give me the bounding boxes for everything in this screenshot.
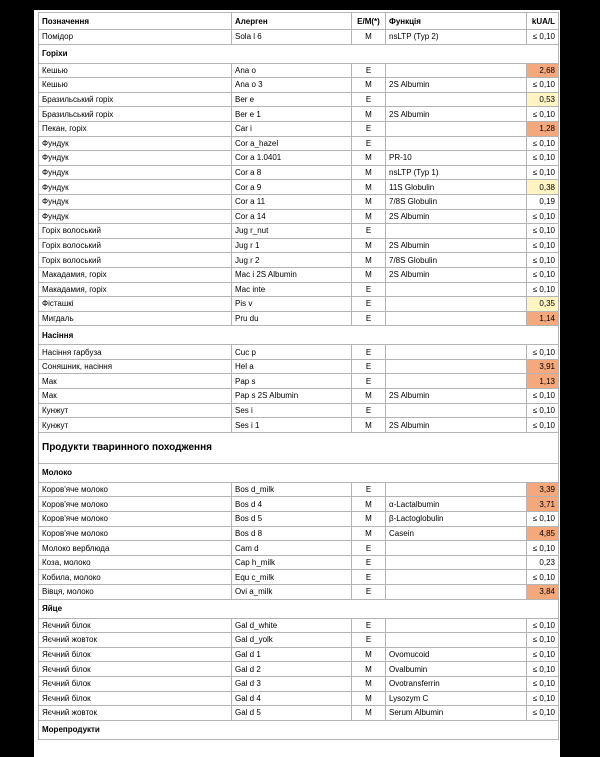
allergen-name-cell: Яєчний білок	[39, 662, 232, 677]
em-type-cell: E	[352, 63, 386, 78]
em-type-cell: E	[352, 92, 386, 107]
function-cell	[386, 541, 527, 556]
allergen-name-cell: Мак	[39, 374, 232, 389]
function-cell	[386, 63, 527, 78]
allergen-table	[38, 12, 559, 740]
allergen-name-cell: Кунжут	[39, 403, 232, 418]
table-row	[39, 253, 559, 268]
table-row	[39, 238, 559, 253]
em-type-cell: E	[352, 482, 386, 497]
table-row	[39, 345, 559, 360]
allergen-name-cell: Фундук	[39, 165, 232, 180]
function-cell: Casein	[386, 526, 527, 541]
kua-value-cell: ≤ 0,10	[527, 151, 559, 166]
function-cell	[386, 311, 527, 326]
table-row	[39, 633, 559, 648]
allergen-name-cell: Мигдаль	[39, 311, 232, 326]
section-title: Молоко	[39, 463, 559, 482]
allergen-code-cell: Pap s	[232, 374, 352, 389]
table-row	[39, 194, 559, 209]
kua-value-cell: ≤ 0,10	[527, 541, 559, 556]
em-type-cell: E	[352, 311, 386, 326]
allergen-code-cell: Sola l 6	[232, 30, 352, 45]
allergen-code-cell: Gal d 1	[232, 647, 352, 662]
report-page	[34, 10, 560, 757]
kua-value-cell: ≤ 0,10	[527, 165, 559, 180]
table-row	[39, 92, 559, 107]
allergen-name-cell: Помідор	[39, 30, 232, 45]
allergen-code-cell: Pru du	[232, 311, 352, 326]
kua-value-cell: ≤ 0,10	[527, 633, 559, 648]
em-type-cell: E	[352, 570, 386, 585]
allergen-name-cell: Вівця, молоко	[39, 585, 232, 600]
kua-value-cell: 3,91	[527, 359, 559, 374]
allergen-name-cell: Фундук	[39, 209, 232, 224]
table-row	[39, 151, 559, 166]
em-type-cell: M	[352, 647, 386, 662]
kua-value-cell: 1,14	[527, 311, 559, 326]
table-row	[39, 180, 559, 195]
em-type-cell: M	[352, 209, 386, 224]
function-cell	[386, 121, 527, 136]
allergen-name-cell: Горіх волоський	[39, 224, 232, 239]
header-em: E/M(*)	[352, 13, 386, 30]
table-row	[39, 311, 559, 326]
table-row	[39, 374, 559, 389]
allergen-code-cell: Gal d 3	[232, 676, 352, 691]
function-cell: 2S Albumin	[386, 267, 527, 282]
em-type-cell: M	[352, 706, 386, 721]
allergen-code-cell: Cam d	[232, 541, 352, 556]
function-cell	[386, 618, 527, 633]
allergen-code-cell: Bos d_milk	[232, 482, 352, 497]
function-cell: 2S Albumin	[386, 389, 527, 404]
kua-value-cell: ≤ 0,10	[527, 238, 559, 253]
allergen-code-cell: Cap h_milk	[232, 555, 352, 570]
function-cell	[386, 282, 527, 297]
allergen-code-cell: Cor a 1.0401	[232, 151, 352, 166]
function-cell: Ovotransferrin	[386, 676, 527, 691]
function-cell: Lysozym C	[386, 691, 527, 706]
function-cell: β-Lactoglobulin	[386, 512, 527, 527]
function-cell	[386, 570, 527, 585]
kua-value-cell: 3,84	[527, 585, 559, 600]
table-row	[39, 512, 559, 527]
kua-value-cell: ≤ 0,10	[527, 107, 559, 122]
category-heading-row	[39, 432, 559, 463]
allergen-code-cell: Gal d_white	[232, 618, 352, 633]
table-row	[39, 30, 559, 45]
allergen-code-cell: Pap s 2S Albumin	[232, 389, 352, 404]
table-row	[39, 497, 559, 512]
function-cell: 2S Albumin	[386, 209, 527, 224]
allergen-code-cell: Bos d 8	[232, 526, 352, 541]
allergen-code-cell: Jug r 1	[232, 238, 352, 253]
allergen-name-cell: Бразильський горіх	[39, 107, 232, 122]
function-cell: 2S Albumin	[386, 418, 527, 433]
allergen-name-cell: Мак	[39, 389, 232, 404]
kua-value-cell: ≤ 0,10	[527, 345, 559, 360]
function-cell	[386, 585, 527, 600]
header-designation: Позначення	[39, 13, 232, 30]
allergen-code-cell: Ana o	[232, 63, 352, 78]
function-cell	[386, 359, 527, 374]
section-title: Горіхи	[39, 44, 559, 63]
allergen-code-cell: Car i	[232, 121, 352, 136]
table-row	[39, 282, 559, 297]
section-title: Насіння	[39, 326, 559, 345]
table-row	[39, 662, 559, 677]
table-row	[39, 676, 559, 691]
allergen-code-cell: Gal d_yolk	[232, 633, 352, 648]
kua-value-cell: ≤ 0,10	[527, 647, 559, 662]
function-cell: 7/8S Globulin	[386, 253, 527, 268]
table-row	[39, 121, 559, 136]
allergen-name-cell: Макадамия, горіх	[39, 282, 232, 297]
em-type-cell: M	[352, 78, 386, 93]
em-type-cell: M	[352, 238, 386, 253]
function-cell	[386, 345, 527, 360]
em-type-cell: E	[352, 555, 386, 570]
em-type-cell: M	[352, 676, 386, 691]
allergen-name-cell: Коров'яче молоко	[39, 512, 232, 527]
allergen-code-cell: Bos d 4	[232, 497, 352, 512]
allergen-name-cell: Бразильський горіх	[39, 92, 232, 107]
em-type-cell: E	[352, 345, 386, 360]
function-cell: 2S Albumin	[386, 238, 527, 253]
allergen-code-cell: Ber e 1	[232, 107, 352, 122]
function-cell: PR-10	[386, 151, 527, 166]
allergen-name-cell: Горіх волоський	[39, 238, 232, 253]
header-function: Функція	[386, 13, 527, 30]
kua-value-cell: 0,35	[527, 297, 559, 312]
header-kua: kUA/L	[527, 13, 559, 30]
function-cell	[386, 555, 527, 570]
em-type-cell: E	[352, 359, 386, 374]
allergen-name-cell: Коров'яче молоко	[39, 497, 232, 512]
em-type-cell: M	[352, 151, 386, 166]
kua-value-cell: ≤ 0,10	[527, 570, 559, 585]
allergen-name-cell: Коров'яче молоко	[39, 482, 232, 497]
em-type-cell: M	[352, 180, 386, 195]
em-type-cell: M	[352, 30, 386, 45]
table-row	[39, 482, 559, 497]
section-heading-row	[39, 326, 559, 345]
table-row	[39, 403, 559, 418]
em-type-cell: E	[352, 541, 386, 556]
function-cell	[386, 374, 527, 389]
em-type-cell: M	[352, 194, 386, 209]
kua-value-cell: 1,13	[527, 374, 559, 389]
allergen-code-cell: Ses i	[232, 403, 352, 418]
allergen-code-cell: Ana o 3	[232, 78, 352, 93]
table-row	[39, 78, 559, 93]
allergen-name-cell: Фундук	[39, 136, 232, 151]
section-heading-row	[39, 463, 559, 482]
function-cell: 2S Albumin	[386, 78, 527, 93]
section-title: Морепродукти	[39, 720, 559, 739]
allergen-name-cell: Фундук	[39, 194, 232, 209]
table-row	[39, 541, 559, 556]
table-row	[39, 209, 559, 224]
section-title: Продукти тваринного походження	[39, 432, 559, 463]
table-body	[39, 30, 559, 740]
allergen-code-cell: Mac i 2S Albumin	[232, 267, 352, 282]
allergen-name-cell: Яєчний білок	[39, 618, 232, 633]
allergen-code-cell: Cor a_hazel	[232, 136, 352, 151]
allergen-name-cell: Яєчний білок	[39, 676, 232, 691]
em-type-cell: M	[352, 497, 386, 512]
kua-value-cell: ≤ 0,10	[527, 253, 559, 268]
allergen-name-cell: Насіння гарбуза	[39, 345, 232, 360]
em-type-cell: M	[352, 165, 386, 180]
em-type-cell: E	[352, 224, 386, 239]
allergen-name-cell: Коров'яче молоко	[39, 526, 232, 541]
table-row	[39, 224, 559, 239]
allergen-name-cell: Пекан, горіх	[39, 121, 232, 136]
allergen-code-cell: Ber e	[232, 92, 352, 107]
allergen-code-cell: Gal d 4	[232, 691, 352, 706]
allergen-code-cell: Cuc p	[232, 345, 352, 360]
allergen-code-cell: Ovi a_milk	[232, 585, 352, 600]
allergen-code-cell: Cor a 9	[232, 180, 352, 195]
table-row	[39, 389, 559, 404]
section-heading-row	[39, 599, 559, 618]
allergen-code-cell: Gal d 5	[232, 706, 352, 721]
allergen-name-cell: Соняшник, насіння	[39, 359, 232, 374]
kua-value-cell: ≤ 0,10	[527, 512, 559, 527]
section-heading-row	[39, 720, 559, 739]
kua-value-cell: ≤ 0,10	[527, 706, 559, 721]
table-row	[39, 706, 559, 721]
table-row	[39, 555, 559, 570]
allergen-name-cell: Фундук	[39, 151, 232, 166]
kua-value-cell: ≤ 0,10	[527, 136, 559, 151]
allergen-name-cell: Макадамия, горіх	[39, 267, 232, 282]
em-type-cell: E	[352, 136, 386, 151]
em-type-cell: E	[352, 297, 386, 312]
allergen-name-cell: Яєчний жовток	[39, 706, 232, 721]
function-cell: 2S Albumin	[386, 107, 527, 122]
function-cell	[386, 297, 527, 312]
em-type-cell: M	[352, 253, 386, 268]
kua-value-cell: ≤ 0,10	[527, 389, 559, 404]
table-row	[39, 63, 559, 78]
section-heading-row	[39, 44, 559, 63]
kua-value-cell: ≤ 0,10	[527, 78, 559, 93]
kua-value-cell: 1,28	[527, 121, 559, 136]
table-row	[39, 267, 559, 282]
function-cell	[386, 136, 527, 151]
allergen-code-cell: Hel a	[232, 359, 352, 374]
function-cell	[386, 633, 527, 648]
em-type-cell: E	[352, 121, 386, 136]
kua-value-cell: 3,39	[527, 482, 559, 497]
kua-value-cell: ≤ 0,10	[527, 618, 559, 633]
function-cell	[386, 92, 527, 107]
kua-value-cell: 4,85	[527, 526, 559, 541]
em-type-cell: E	[352, 403, 386, 418]
header-allergen: Алерген	[232, 13, 352, 30]
function-cell: 11S Globulin	[386, 180, 527, 195]
table-row	[39, 570, 559, 585]
kua-value-cell: 0,38	[527, 180, 559, 195]
function-cell: Ovalbumin	[386, 662, 527, 677]
em-type-cell: E	[352, 618, 386, 633]
allergen-code-cell: Jug r 2	[232, 253, 352, 268]
function-cell	[386, 482, 527, 497]
em-type-cell: M	[352, 267, 386, 282]
allergen-code-cell: Cor a 8	[232, 165, 352, 180]
table-row	[39, 418, 559, 433]
allergen-code-cell: Equ c_milk	[232, 570, 352, 585]
allergen-name-cell: Кобила, молоко	[39, 570, 232, 585]
allergen-name-cell: Фісташкі	[39, 297, 232, 312]
allergen-name-cell: Кешью	[39, 78, 232, 93]
em-type-cell: M	[352, 526, 386, 541]
em-type-cell: M	[352, 691, 386, 706]
allergen-name-cell: Коза, молоко	[39, 555, 232, 570]
kua-value-cell: ≤ 0,10	[527, 209, 559, 224]
em-type-cell: E	[352, 374, 386, 389]
function-cell: 7/8S Globulin	[386, 194, 527, 209]
allergen-code-cell: Pis v	[232, 297, 352, 312]
allergen-name-cell: Молоко верблюда	[39, 541, 232, 556]
kua-value-cell: ≤ 0,10	[527, 662, 559, 677]
allergen-code-cell: Gal d 2	[232, 662, 352, 677]
table-row	[39, 691, 559, 706]
allergen-name-cell: Яєчний білок	[39, 691, 232, 706]
function-cell: Serum Albumin	[386, 706, 527, 721]
kua-value-cell: ≤ 0,10	[527, 30, 559, 45]
function-cell	[386, 224, 527, 239]
table-row	[39, 107, 559, 122]
allergen-name-cell: Фундук	[39, 180, 232, 195]
em-type-cell: M	[352, 107, 386, 122]
kua-value-cell: ≤ 0,10	[527, 676, 559, 691]
em-type-cell: M	[352, 389, 386, 404]
allergen-name-cell: Кешью	[39, 63, 232, 78]
allergen-code-cell: Jug r_nut	[232, 224, 352, 239]
table-row	[39, 136, 559, 151]
kua-value-cell: ≤ 0,10	[527, 691, 559, 706]
table-row	[39, 585, 559, 600]
table-row	[39, 297, 559, 312]
function-cell: α-Lactalbumin	[386, 497, 527, 512]
kua-value-cell: ≤ 0,10	[527, 282, 559, 297]
table-row	[39, 165, 559, 180]
kua-value-cell: ≤ 0,10	[527, 418, 559, 433]
table-header-row	[39, 13, 559, 30]
function-cell: nsLTP (Typ 1)	[386, 165, 527, 180]
em-type-cell: E	[352, 282, 386, 297]
em-type-cell: E	[352, 585, 386, 600]
allergen-name-cell: Яєчний жовток	[39, 633, 232, 648]
allergen-code-cell: Ses i 1	[232, 418, 352, 433]
em-type-cell: M	[352, 512, 386, 527]
table-row	[39, 526, 559, 541]
kua-value-cell: ≤ 0,10	[527, 267, 559, 282]
kua-value-cell: ≤ 0,10	[527, 224, 559, 239]
kua-value-cell: 0,23	[527, 555, 559, 570]
section-title: Яйце	[39, 599, 559, 618]
allergen-code-cell: Mac inte	[232, 282, 352, 297]
table-row	[39, 647, 559, 662]
em-type-cell: E	[352, 633, 386, 648]
em-type-cell: M	[352, 418, 386, 433]
allergen-code-cell: Cor a 14	[232, 209, 352, 224]
function-cell: nsLTP (Typ 2)	[386, 30, 527, 45]
allergen-code-cell: Bos d 5	[232, 512, 352, 527]
table-row	[39, 618, 559, 633]
kua-value-cell: 3,71	[527, 497, 559, 512]
kua-value-cell: 0,19	[527, 194, 559, 209]
kua-value-cell: ≤ 0,10	[527, 403, 559, 418]
allergen-name-cell: Горіх волоський	[39, 253, 232, 268]
em-type-cell: M	[352, 662, 386, 677]
function-cell: Ovomucoid	[386, 647, 527, 662]
allergen-code-cell: Cor a 11	[232, 194, 352, 209]
kua-value-cell: 2,68	[527, 63, 559, 78]
allergen-name-cell: Яєчний білок	[39, 647, 232, 662]
function-cell	[386, 403, 527, 418]
kua-value-cell: 0,53	[527, 92, 559, 107]
allergen-name-cell: Кунжут	[39, 418, 232, 433]
table-row	[39, 359, 559, 374]
